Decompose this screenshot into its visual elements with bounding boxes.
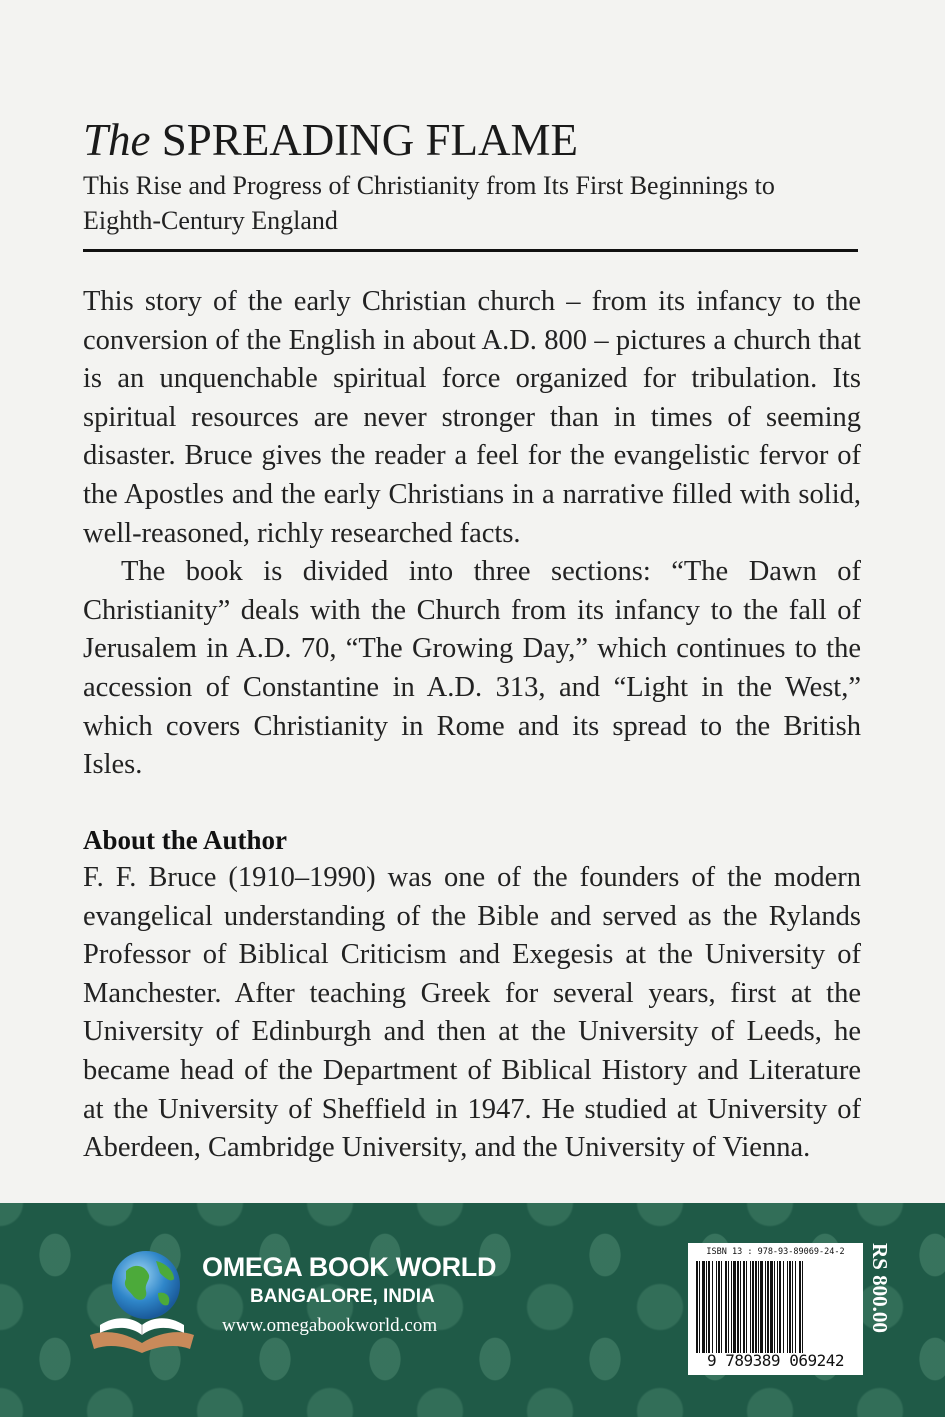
barcode-bar	[733, 1261, 736, 1353]
barcode-bar	[783, 1261, 784, 1353]
description-paragraph: This story of the early Christian church – from its infancy to the conversion of the English in about A.D. 800 – pictures a church that is an unquenchable spiritual force organized for tribulation. Its spiritual resources are never stronger than in times of seeming disaster. Bruce gives the reader a feel for the evangelistic fervor of the Apostles and the early Christians in a narrative filled with solid, well-reasoned, richly researched facts.	[83, 286, 861, 549]
title-italic: The	[83, 115, 151, 165]
barcode-bar	[770, 1261, 773, 1353]
about-author-text: F. F. Bruce (1910–1990) was one of the founders of the modern evangelical understanding of the Bible and served as the Rylands Professor of Biblical Criticism and Exegesis at the University of Manchester. After teaching Greek for several years, first at the University of Edinburgh and then at the University of Leeds, he became head of the Department of Biblical History and Literature at the University of Sheffield in 1947. He studied at University of Aberdeen, Cambridge University, and the University of Vienna.	[83, 862, 861, 1164]
book-title	[83, 112, 578, 168]
barcode-bar	[755, 1261, 757, 1353]
isbn-barcode	[688, 1243, 863, 1375]
barcode-bar	[702, 1261, 705, 1353]
barcode-bar	[779, 1261, 781, 1353]
barcode-bar	[708, 1261, 710, 1353]
isbn-label: ISBN 13 : 978-93-89069-24-2	[706, 1247, 845, 1257]
barcode-bar	[696, 1261, 698, 1353]
barcode-bar	[799, 1261, 801, 1353]
publisher-website: www.omegabookworld.com	[222, 1315, 438, 1336]
barcode-bar	[760, 1261, 763, 1353]
barcode-bar	[728, 1261, 729, 1353]
barcode-bar	[743, 1261, 745, 1353]
barcode-bar	[706, 1261, 707, 1353]
book-description	[83, 283, 861, 785]
barcode-bar	[712, 1261, 713, 1353]
about-author-heading: About the Author	[83, 825, 288, 855]
description-paragraph: The book is divided into three sections: “The Dawn of Christianity” deals with the Church from its infancy to the fall of Jerusalem in A.D. 70, “The Growing Day,” which continues to the accession of Constantine in A.D. 313, and “Light in the West,” which covers Christianity in Rome and its spread to the British Isles.	[83, 556, 861, 781]
barcode-bar	[795, 1261, 796, 1353]
barcode-bar	[716, 1261, 717, 1353]
barcode-bar	[765, 1261, 766, 1353]
publisher-name: OMEGA BOOK WORLD	[202, 1252, 497, 1282]
book-subtitle: This Rise and Progress of Christianity from Its First Beginnings to Eighth-Century England	[83, 171, 775, 235]
barcode-bar	[740, 1261, 741, 1353]
title-divider	[83, 249, 858, 252]
barcode-bar	[774, 1261, 775, 1353]
barcode-bar	[731, 1261, 732, 1353]
barcode-digits: 9 789389 069242	[707, 1351, 844, 1370]
barcode-bar	[725, 1261, 727, 1353]
barcode-bar	[721, 1261, 722, 1353]
barcode-bar	[750, 1261, 751, 1353]
publisher-info	[202, 1251, 502, 1341]
title-main: SPREADING FLAME	[161, 115, 579, 165]
barcode-bar	[787, 1261, 788, 1353]
barcode-bar	[699, 1261, 700, 1353]
barcode-bar	[792, 1261, 793, 1353]
globe-book-hands-icon	[86, 1243, 198, 1355]
barcode-bar	[767, 1261, 769, 1353]
publisher-city: BANGALORE, INDIA	[250, 1286, 435, 1307]
barcode-bar	[789, 1261, 791, 1353]
barcode-bar	[758, 1261, 759, 1353]
barcode-bars	[694, 1261, 857, 1353]
barcode-bar	[777, 1261, 778, 1353]
barcode-bar	[802, 1261, 803, 1353]
barcode-bar	[737, 1261, 739, 1353]
price-text: RS 800.00	[868, 1243, 892, 1333]
barcode-bar	[746, 1261, 747, 1353]
barcode-bar	[752, 1261, 754, 1353]
price-label	[866, 1243, 894, 1383]
barcode-bar	[718, 1261, 720, 1353]
publisher-footer	[0, 1203, 945, 1417]
